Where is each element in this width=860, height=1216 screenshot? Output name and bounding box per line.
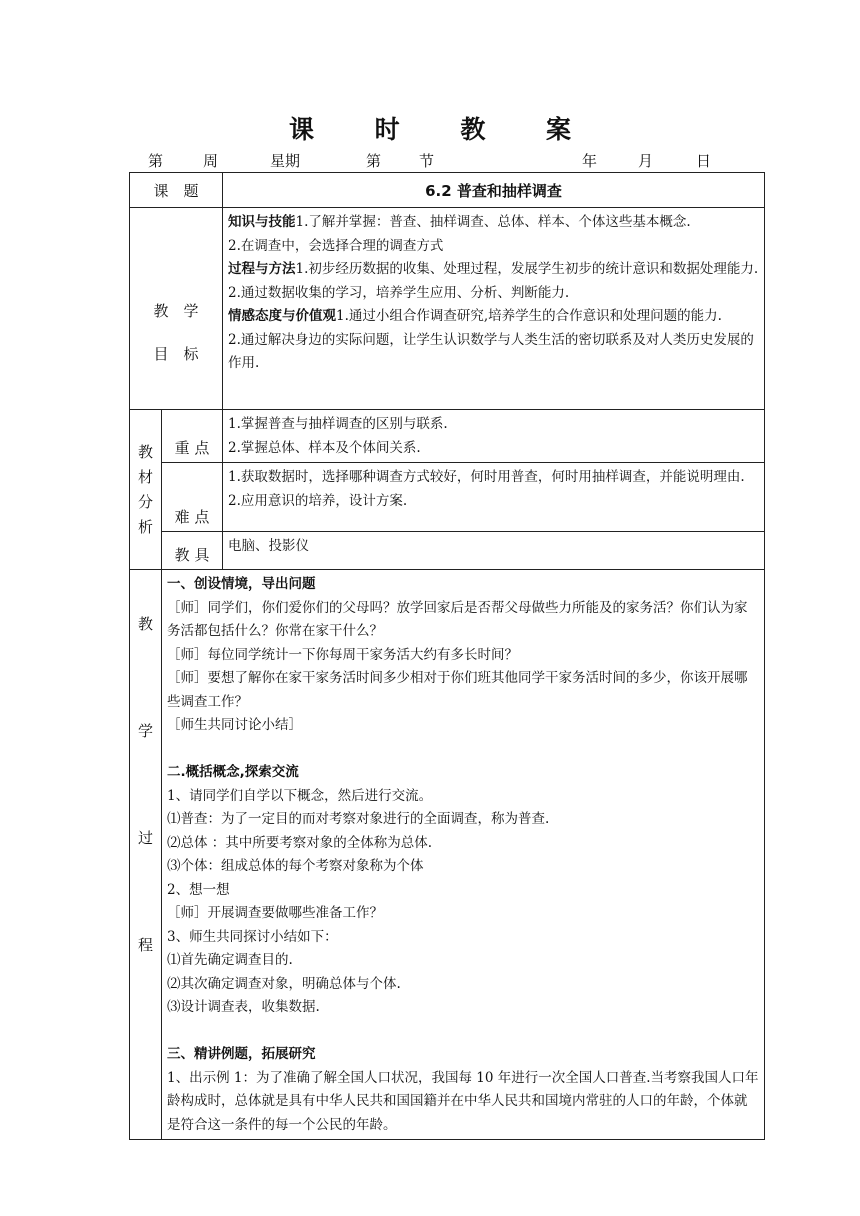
- section-heading: 二.概括概念,探索交流: [167, 764, 299, 780]
- weekday-label: 星期: [270, 152, 301, 170]
- process-content: [162, 570, 765, 1140]
- process-line: ［师］要想了解你在家干家务活时间多少相对于你们班其他同学干家务活时间的多少，你该开展哪些调查工作？: [167, 670, 748, 710]
- process-line: 2、想一想: [167, 881, 230, 898]
- date-line: [0, 150, 860, 172]
- process-label: 教 学 过 程: [130, 570, 162, 1140]
- goals-content: [223, 208, 765, 410]
- process-line: ［师］开展调查要做哪些准备工作？: [167, 905, 383, 921]
- process-line: ⑴首先确定调查目的.: [167, 952, 293, 968]
- process-line: ⑵总体 ：其中所要考察对象的全体称为总体.: [167, 834, 433, 851]
- key-points-content: 1.掌握普查与抽样调查的区别与联系. 2.掌握总体、样本及个体间关系.: [223, 410, 765, 463]
- goal-line: 2.通过数据收集的学习，培养学生应用、分析、判断能力.: [228, 284, 570, 301]
- key-points-label: 重 点: [162, 410, 223, 463]
- goals-row: [130, 208, 765, 410]
- lesson-plan-table: [129, 172, 765, 1140]
- day-label: 日: [696, 152, 712, 170]
- process-line: ［师］同学们，你们爱你们的父母吗？放学回家后是否帮父母做些力所能及的家务活？你们认为家务活都包括什么？你常在家干什么？: [167, 599, 748, 639]
- difficult-points-label: 难 点: [162, 463, 223, 532]
- difficult-points-row: [130, 463, 765, 532]
- goal-line: 过程与方法1.初步经历数据的收集、处理过程，发展学生初步的统计意识和数据处理能力.: [228, 261, 759, 277]
- section-heading: 三、精讲例题，拓展研究: [167, 1046, 316, 1062]
- month-label: 月: [638, 152, 654, 170]
- goal-line: 2.在调查中，会选择合理的调查方式: [228, 237, 444, 254]
- process-row: [130, 570, 765, 1140]
- goal-line: 知识与技能1.了解并掌握：普查、抽样调查、总体、样本、个体这些基本概念.: [228, 214, 691, 230]
- tools-content: 电脑、投影仪: [223, 532, 765, 570]
- process-line: 3、师生共同探讨小结如下：: [167, 928, 338, 945]
- page-title: 课 时 教 案: [288, 115, 598, 144]
- year-label: 年: [582, 152, 598, 170]
- goal-line: 2.通过解决身边的实际问题，让学生认识数学与人类生活的密切联系及对人类历史发展的作用.: [228, 331, 754, 371]
- period-suffix: 节: [419, 152, 435, 170]
- process-line: ⑶个体：组成总体的每个考察对象称为个体: [167, 858, 424, 874]
- goal-line: 情感态度与价值观1.通过小组合作调查研究,培养学生的合作意识和处理问题的能力.: [228, 308, 722, 324]
- process-line: ⑴普查：为了一定目的而对考察对象进行的全面调查，称为普查.: [167, 811, 550, 827]
- topic-value: 6.2 普查和抽样调查: [223, 173, 765, 208]
- tools-row: [130, 532, 765, 570]
- analysis-label: 教 材 分 析: [130, 410, 162, 570]
- section-heading: 一、创设情境，导出问题: [167, 576, 316, 592]
- week-prefix: 第: [148, 152, 164, 170]
- tools-label: 教 具: [162, 532, 223, 570]
- process-line: ⑵其次确定调查对象，明确总体与个体.: [167, 975, 401, 992]
- key-points-row: [130, 410, 765, 463]
- difficult-points-content: 1.获取数据时，选择哪种调查方式较好，何时用普查，何时用抽样调查，并能说明理由. 2.应用意识的培养，设计方案.: [223, 463, 765, 532]
- goals-label-line-1: 教 学: [153, 301, 199, 320]
- topic-row: [130, 173, 765, 208]
- process-line: ⑶设计调查表，收集数据.: [167, 999, 320, 1015]
- process-line: ［师］每位同学统计一下你每周干家务活大约有多长时间？: [167, 646, 518, 663]
- goals-label: [130, 208, 223, 410]
- process-line: ［师生共同讨论小结］: [167, 717, 302, 733]
- process-line: 1、请同学们自学以下概念，然后进行交流。: [167, 787, 433, 804]
- period-prefix: 第: [366, 152, 382, 170]
- goals-label-line-2: 目 标: [153, 344, 199, 363]
- topic-label: 课 题: [130, 173, 223, 208]
- week-suffix: 周: [203, 152, 219, 170]
- process-line: 1、出示例 1：为了准确了解全国人口状况，我国每 10 年进行一次全国人口普查.当考察我国人口年龄构成时，总体就是具有中华人民共和国国籍并在中华人民共和国境内常驻的人口的年龄，个体就是符合这一条件的每一个公民的年龄。: [167, 1069, 759, 1133]
